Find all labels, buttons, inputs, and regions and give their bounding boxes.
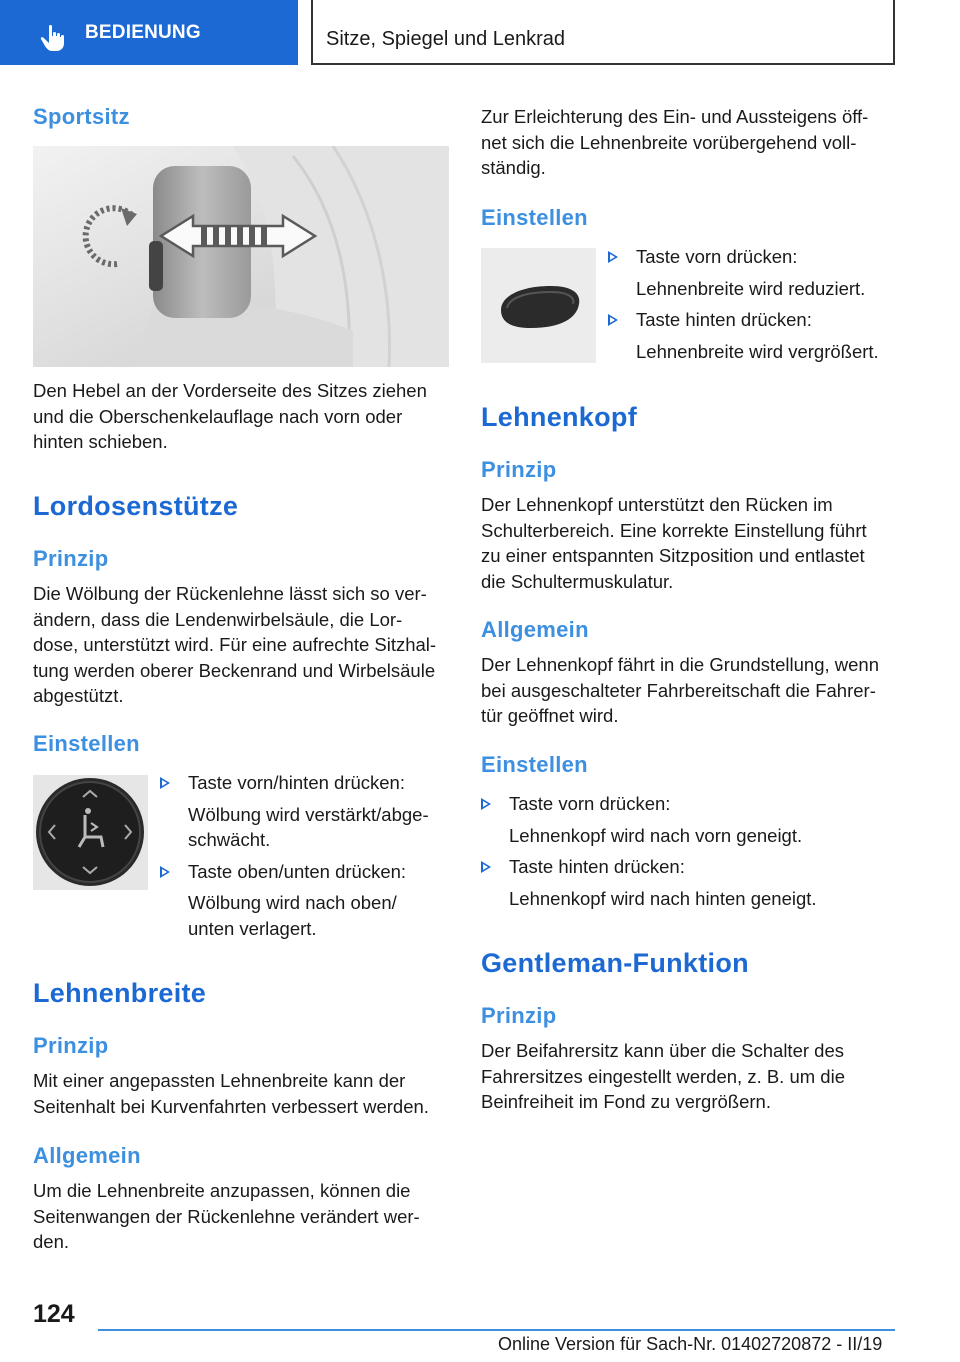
list-item: Taste hinten drücken: Lehnenbreite wird vergrößert. xyxy=(608,307,895,364)
heading-prinzip: Prinzip xyxy=(481,457,557,482)
triangle-bullet-icon xyxy=(481,798,491,810)
list-item: Taste vorn/hinten drücken: Wölbung wird verstärkt/abge- schwächt. xyxy=(160,770,449,853)
heading-lordosenstuetze: Lordosenstütze xyxy=(33,491,239,521)
heading-prinzip: Prinzip xyxy=(33,1033,109,1058)
lehnenbreite-intro-text: Zur Erleichterung des Ein- und Aussteigens öff- net sich die Lehnenbreite vorübergehend voll- ständig. xyxy=(481,106,869,178)
page-number: 124 xyxy=(33,1300,75,1328)
heading-einstellen: Einstellen xyxy=(481,205,588,230)
lehnenkopf-bullets xyxy=(481,791,895,911)
hand-pointer-icon xyxy=(40,24,66,52)
lehnenbreite-allgemein-text: Um die Lehnenbreite anzupassen, können die Seitenwangen der Rückenlehne verändert wer- den. xyxy=(33,1180,420,1252)
list-item: Taste vorn drücken: Lehnenkopf wird nach vorn geneigt. xyxy=(481,791,895,848)
heading-sportsitz: Sportsitz xyxy=(33,104,130,129)
footer-divider xyxy=(98,1329,895,1331)
sport-seat-photo xyxy=(33,146,449,367)
seat-width-switch-photo xyxy=(481,248,596,363)
heading-einstellen: Einstellen xyxy=(33,731,140,756)
heading-allgemein: Allgemein xyxy=(33,1143,141,1168)
section-label: BEDIENUNG xyxy=(85,22,201,43)
lehnenkopf-prinzip-text: Der Lehnenkopf unterstützt den Rücken im Schulterbereich. Eine korrekte Einstellung führt zu einer entspannten Sitzposition und entlastet die Schultermuskulatur. xyxy=(481,494,867,592)
section-tab[interactable] xyxy=(0,0,298,65)
header-underline xyxy=(311,63,895,65)
header-divider xyxy=(893,0,895,65)
online-version-note: Online Version für Sach-Nr. 01402720872 - II/19 xyxy=(498,1334,883,1354)
lordose-prinzip-text: Die Wölbung der Rückenlehne lässt sich so ver- ändern, dass die Lendenwirbelsäule, die Lor- dose, unterstützt wird. Für eine aufrechte Sitzhal- tung werden oberer Beckenrand und Wirbelsäule abgestützt. xyxy=(33,583,437,706)
heading-lehnenbreite: Lehnenbreite xyxy=(33,978,207,1008)
heading-gentleman-funktion: Gentleman-Funktion xyxy=(481,948,749,978)
triangle-bullet-icon xyxy=(608,251,618,263)
triangle-bullet-icon xyxy=(160,777,170,789)
heading-allgemein: Allgemein xyxy=(481,617,589,642)
list-item: Taste hinten drücken: Lehnenkopf wird nach hinten geneigt. xyxy=(481,854,895,911)
heading-einstellen: Einstellen xyxy=(481,752,588,777)
lumbar-control-photo xyxy=(33,775,148,890)
chapter-title: Sitze, Spiegel und Lenkrad xyxy=(326,28,566,50)
header-divider xyxy=(311,0,313,65)
triangle-bullet-icon xyxy=(608,314,618,326)
list-item: Taste oben/unten drücken: Wölbung wird nach oben/ unten verlagert. xyxy=(160,859,449,942)
lehnenkopf-allgemein-text: Der Lehnenkopf fährt in die Grundstellung, wenn bei ausgeschalteter Fahrbereitschaft die Fahrer- tür geöffnet wird. xyxy=(481,654,880,726)
sportsitz-text: Den Hebel an der Vorderseite des Sitzes ziehen und die Oberschenkelauflage nach vorn oder hinten schieben. xyxy=(33,380,427,452)
gentleman-prinzip-text: Der Beifahrersitz kann über die Schalter des Fahrersitzes eingestellt werden, z. B. um die Beinfreiheit im Fond zu vergrößern. xyxy=(481,1040,845,1112)
lehnenbreite-prinzip-text: Mit einer angepassten Lehnenbreite kann der Seitenhalt bei Kurvenfahrten verbessert werden. xyxy=(33,1070,429,1117)
lehnenbreite-bullets xyxy=(608,244,895,364)
heading-lehnenkopf: Lehnenkopf xyxy=(481,402,637,432)
list-item: Taste vorn drücken: Lehnenbreite wird reduziert. xyxy=(608,244,895,301)
heading-prinzip: Prinzip xyxy=(33,546,109,571)
triangle-bullet-icon xyxy=(160,866,170,878)
lordose-bullets xyxy=(160,770,449,941)
heading-prinzip: Prinzip xyxy=(481,1003,557,1028)
triangle-bullet-icon xyxy=(481,861,491,873)
